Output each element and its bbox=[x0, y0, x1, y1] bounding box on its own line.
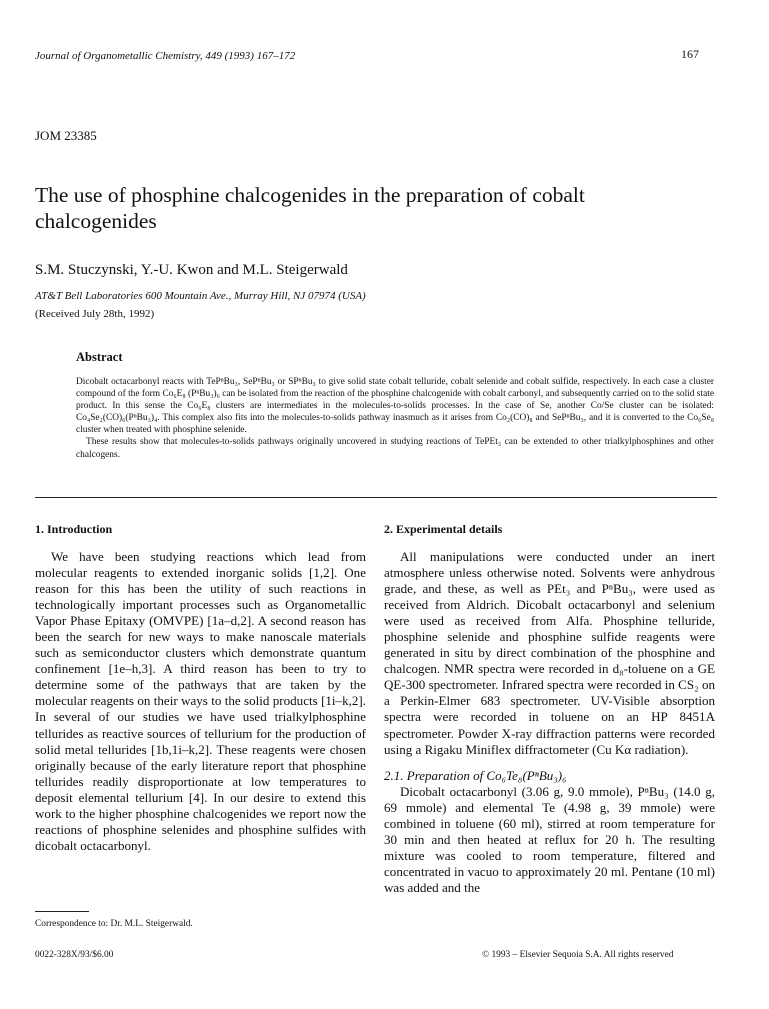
section-heading: 1. Introduction bbox=[35, 522, 113, 536]
experimental-heading bbox=[384, 520, 502, 538]
affiliation: AT&T Bell Laboratories 600 Mountain Ave., Murray Hill, NJ 07974 (USA) bbox=[35, 290, 366, 302]
correspondence-note: Correspondence to: Dr. M.L. Steigerwald. bbox=[35, 919, 193, 929]
intro-heading bbox=[35, 520, 112, 538]
journal-citation: Journal of Organometallic Chemistry, 449 (1993) 167–172 bbox=[35, 50, 296, 62]
abstract-body bbox=[76, 376, 714, 461]
subsection-heading: 2.1. Preparation of Co₆Te₈(PⁿBu₃)₆ bbox=[384, 767, 567, 783]
section-heading: 2. Experimental details bbox=[384, 522, 503, 536]
abstract-paragraph: Dicobalt octacarbonyl reacts with TePⁿBu₃, SePⁿBu₃ or SPⁿBu₃ to give solid state cobalt telluride, cobalt selenide and cobalt sulfide, respectively. In each case a cluster compound of the form Co₆E₈ (PⁿBu₃)₆ can be isolated from the reaction of the phosphine chalcogenide with cobalt carbonyl, and subsequently carried on to the solid state product. In this sense the Co₆E₈ clusters are intermediates in the molecules-to-solids processes. In the case of Se, another Co/Se cluster can be isolated: Co₄Se₂(CO)₆(PⁿBu₃)₄. This complex also fits into the molecules-to-solids pathway inasmuch as it arises from Co₂(CO)₈ and SePⁿBu₃, and it is converted to the Co₆Se₈ cluster when treated with phosphine selenide. bbox=[76, 377, 714, 436]
body-paragraph: All manipulations were conducted under an inert atmosphere unless otherwise noted. Solvents were anhydrous grade, and these, as well as PEt₃ and PⁿBu₃, were used as received from Aldrich. Dicobalt octacarbonyl and selenium were used as received from Alfa. Phosphine telluride, phosphine selenide and phosphine sulfide reagents were generated in situ by direct combination of the phosphine and chalcogen. NMR spectra were recorded in d₈-toluene on a GE QE-300 spectrometer. Infrared spectra were recorded in CS₂ on a Perkin-Elmer 683 spectrometer. UV-Visible absorption spectra were recorded in toluene on an HP 8451A spectrometer. Powder X-ray diffraction patterns were recorded using a Rigaku Miniflex diffractometer (Cu Kα radiation). bbox=[384, 549, 715, 757]
footnote-rule bbox=[35, 911, 89, 912]
body-paragraph: We have been studying reactions which lead from molecular reagents to extended inorganic solids [1,2]. One reason for this has been the utility of such reactions in technologically important processes such as Organometallic Vapor Phase Epitaxy (OMVPE) [1a–d,2]. A second reason has been the search for new ways to make nanoscale materials such as semiconductor clusters which demonstrate quantum confinement [1e–h,3]. A third reason has been to try to determine some of the pathways that are taken by the molecular reagents on their ways to the solid products [1i–k,2]. In several of our studies we have used trialkylphosphine tellurides as reactive sources of tellurium for the production of solid metal tellurides [1b,1i–k,2]. These reagents were chosen originally because of the early literature report that phosphine tellurides readily disproportionate at low temperatures to deposit elemental tellurium [4]. In our desire to extend this work to the higher phosphine chalcogenides we report now the reactions of phosphine selenides and phosphine sulfides with dicobalt octacarbonyl. bbox=[35, 549, 366, 853]
section-divider bbox=[35, 497, 717, 498]
jom-id: JOM 23385 bbox=[35, 128, 97, 143]
copyright-notice: © 1993 – Elsevier Sequoia S.A. All rights reserved bbox=[482, 950, 674, 960]
intro-column bbox=[35, 549, 366, 854]
received-date: (Received July 28th, 1992) bbox=[35, 308, 155, 320]
page-number: 167 bbox=[681, 47, 699, 61]
author-list: S.M. Stuczynski, Y.-U. Kwon and M.L. Steigerwald bbox=[35, 262, 348, 278]
abstract-paragraph: These results show that molecules-to-solids pathways originally uncovered in studying reactions of TePEt₃ can be extended to other trialkylphosphines and other chalcogens. bbox=[76, 437, 714, 460]
experimental-column bbox=[384, 549, 715, 896]
article-title: The use of phosphine chalcogenides in the preparation of cobalt chalcogenides bbox=[35, 183, 585, 233]
body-paragraph: Dicobalt octacarbonyl (3.06 g, 9.0 mmole), PⁿBu₃ (14.0 g, 69 mmole) and elemental Te (4.98 g, 39 mmole) were combined in toluene (60 ml), stirred at room temperature for 30 min and then heated at reflux for 20 h. The resulting mixture was cooled to room temperature, filtered and concentrated in vacuo to approximately 20 ml. Pentane (10 ml) was added and the bbox=[384, 783, 715, 895]
issn-price: 0022-328X/93/$6.00 bbox=[35, 950, 114, 960]
abstract-heading: Abstract bbox=[76, 350, 123, 364]
